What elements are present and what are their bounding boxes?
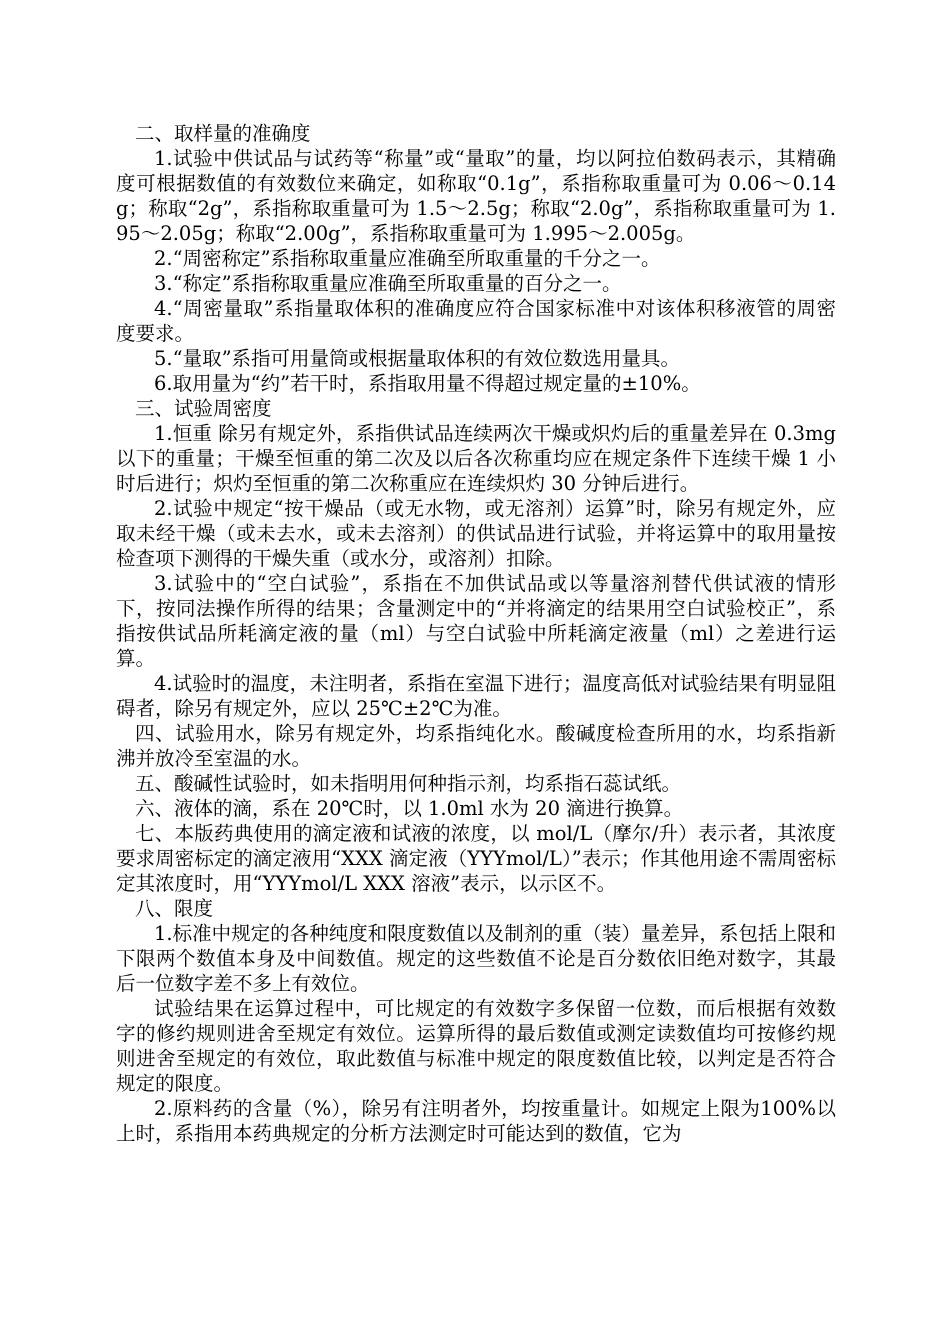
- paragraph-content-percentage: 2.原料药的含量（%），除另有注明者外，均按重量计。如规定上限为100%以上时，系指用本药典规定的分析方法测定时可能达到的数值，它为: [116, 1097, 836, 1145]
- section-acid-base-test: 五、酸碱性试验时，如未指明用何种指示剂，均系指石蕊试纸。: [135, 772, 682, 795]
- paragraph-precise-measuring: 4.“周密量取”系指量取体积的准确度应符合国家标准中对该体积移液管的周密度要求。: [116, 297, 836, 345]
- paragraph-measuring: 5.“量取”系指可用量筒或根据量取体积的有效位数选用量具。: [154, 347, 681, 370]
- document-body: [116, 121, 836, 1146]
- section-test-water: 四、试验用水，除另有规定外，均系指纯化水。酸碱度检查所用的水，均系指新沸并放冷至室温的水。: [116, 722, 836, 770]
- section-heading-sampling-accuracy: 二、取样量的准确度: [135, 122, 311, 145]
- paragraph-approximate-amount: 6.取用量为“约”若干时，系指取用量不得超过规定量的±10%。: [154, 372, 701, 395]
- paragraph-weighing-precision: 1.试验中供试品与试药等“称量”或“量取”的量，均以阿拉伯数码表示，其精确度可根据数值的有效数位来确定，如称取“0.1g”，系指称取重量可为 0.06～0.14g；称取“2g”，系指称取重量可为 1.5～2.5g；称取“2.0g”，系指称取重量可为 1.95～2.05g；称取“2.00g”，系指称取重量可为 1.995～2.005g。: [116, 147, 836, 245]
- paragraph-temperature: 4.试验时的温度，未注明者，系指在室温下进行；温度高低对试验结果有明显阻碍者，除另有规定外，应以 25℃±2℃为准。: [116, 672, 836, 720]
- section-heading-test-precision: 三、试验周密度: [135, 397, 272, 420]
- section-heading-limits: 八、限度: [135, 897, 214, 920]
- paragraph-limit-values: 1.标准中规定的各种纯度和限度数值以及制剂的重（装）量差异，系包括上限和下限两个数值本身及中间数值。规定的这些数值不论是百分数依旧绝对数字，其最后一位数字差不多上有效位。: [116, 922, 836, 995]
- section-titrant-concentration: 七、本版药典使用的滴定液和试液的浓度，以 mol/L（摩尔/升）表示者，其浓度要求周密标定的滴定液用“XXX 滴定液（YYYmol/L）”表示；作其他用途不需周密标定其浓度时，用“YYYmol/L XXX 溶液”表示，以示区不。: [116, 822, 836, 895]
- paragraph-blank-test: 3.试验中的“空白试验”，系指在不加供试品或以等量溶剂替代供试液的情形下，按同法操作所得的结果；含量测定中的“并将滴定的结果用空白试验校正”，系指按供试品所耗滴定液的量（ml）与空白试验中所耗滴定液量（ml）之差进行运算。: [116, 572, 836, 670]
- paragraph-dried-basis: 2.试验中规定“按干燥品（或无水物，或无溶剂）运算”时，除另有规定外，应取未经干燥（或未去水，或未去溶剂）的供试品进行试验，并将运算中的取用量按检查项下测得的干燥失重（或水分，或溶剂）扣除。: [116, 497, 836, 570]
- section-liquid-drops: 六、液体的滴，系在 20℃时，以 1.0ml 水为 20 滴进行换算。: [135, 797, 684, 820]
- paragraph-rounding-rules: 试验结果在运算过程中，可比规定的有效数字多保留一位数，而后根据有效数字的修约规则进舍至规定有效位。运算所得的最后数值或测定读数值均可按修约规则进舍至规定的有效位，取此数值与标准中规定的限度数值比较，以判定是否符合规定的限度。: [116, 997, 836, 1095]
- paragraph-constant-weight: 1.恒重 除另有规定外，系指供试品连续两次干燥或炽灼后的重量差异在 0.3mg 以下的重量；干燥至恒重的第二次及以后各次称重均应在规定条件下连续干燥 1 小时后进行；炽灼至恒重的第二次称重应在连续炽灼 30 分钟后进行。: [116, 422, 836, 495]
- paragraph-weighing: 3.“称定”系指称取重量应准确至所取重量的百分之一。: [154, 272, 622, 295]
- paragraph-precise-weighing: 2.“周密称定”系指称取重量应准确至所取重量的千分之一。: [154, 247, 661, 270]
